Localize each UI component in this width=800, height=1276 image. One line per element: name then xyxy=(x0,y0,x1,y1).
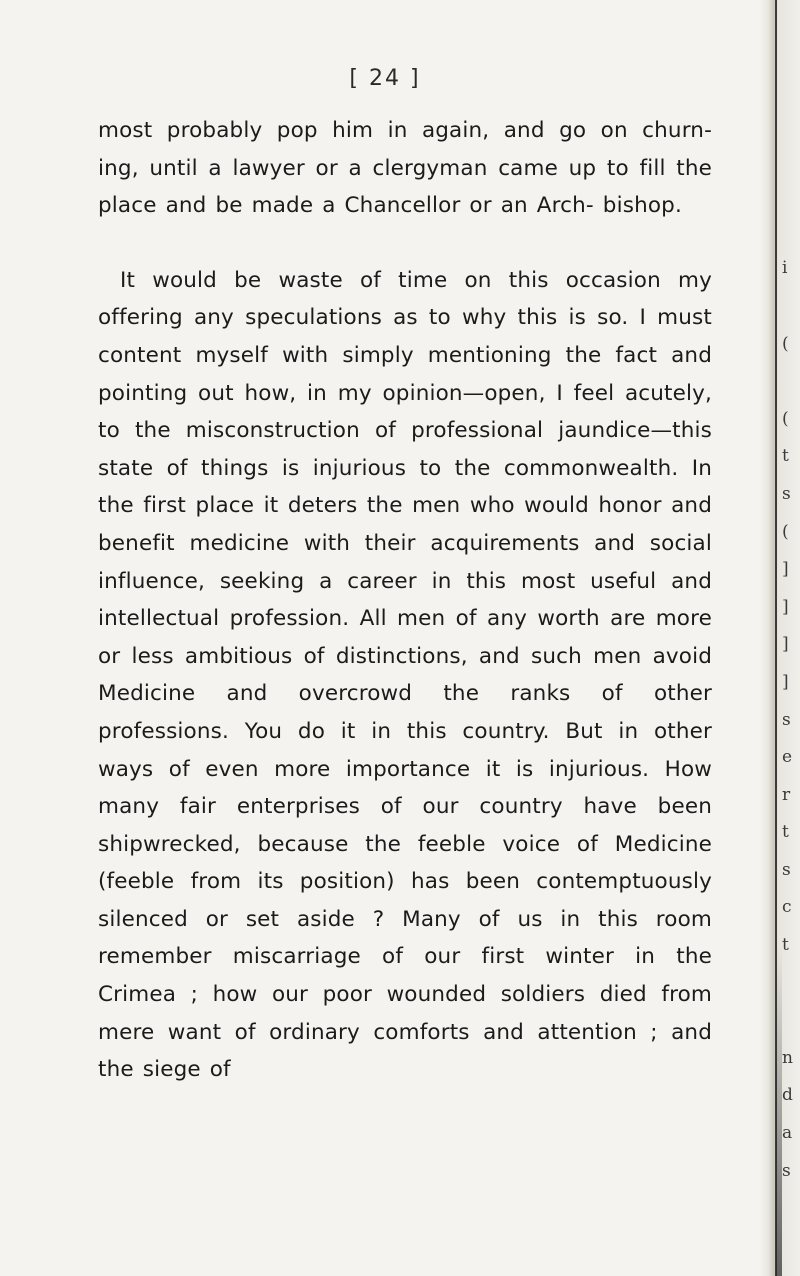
page-number: [ 24 ] xyxy=(349,66,421,91)
paragraph-1: most probably pop him in again, and go on churn- ing, until a lawyer or a clergyman came up to fill the place and be made a Chancellor or an Arch- bishop. xyxy=(98,118,712,219)
paragraph-2: It would be waste of time on this occasion my offering any speculations as to why this is so. I must content myself with simply mentioning the fact and pointing out how, in my opinion—open, I feel acutely, to the misconstruction of professional jaundice—this state of things is injurious to the commonwealth. In the first place it deters the men who would honor and benefit medicine with their acquirements and social influence, seeking a career in this most useful and intellectual profession. All men of any worth are more or less ambitious of distinctions, and such men avoid Medicine and overcrowd the ranks of other professions. You do it in this country. But in other ways of even more importance it is injurious. How many fair enterprises of our country have been shipwrecked, because the feeble voice of Medicine (feeble from its position) has been contemptuously silenced or set aside ? Many of us in this room remember miscarriage of our first winter in the Crimea ; how our poor wounded soldiers died from mere want of ordinary comforts and attention ; and the siege of xyxy=(98,267,712,1083)
body-text xyxy=(98,112,712,1089)
adjacent-page-edge: i ( ( t s ( ] ] ] ] s e r t s c t n d a s xyxy=(782,258,793,1181)
